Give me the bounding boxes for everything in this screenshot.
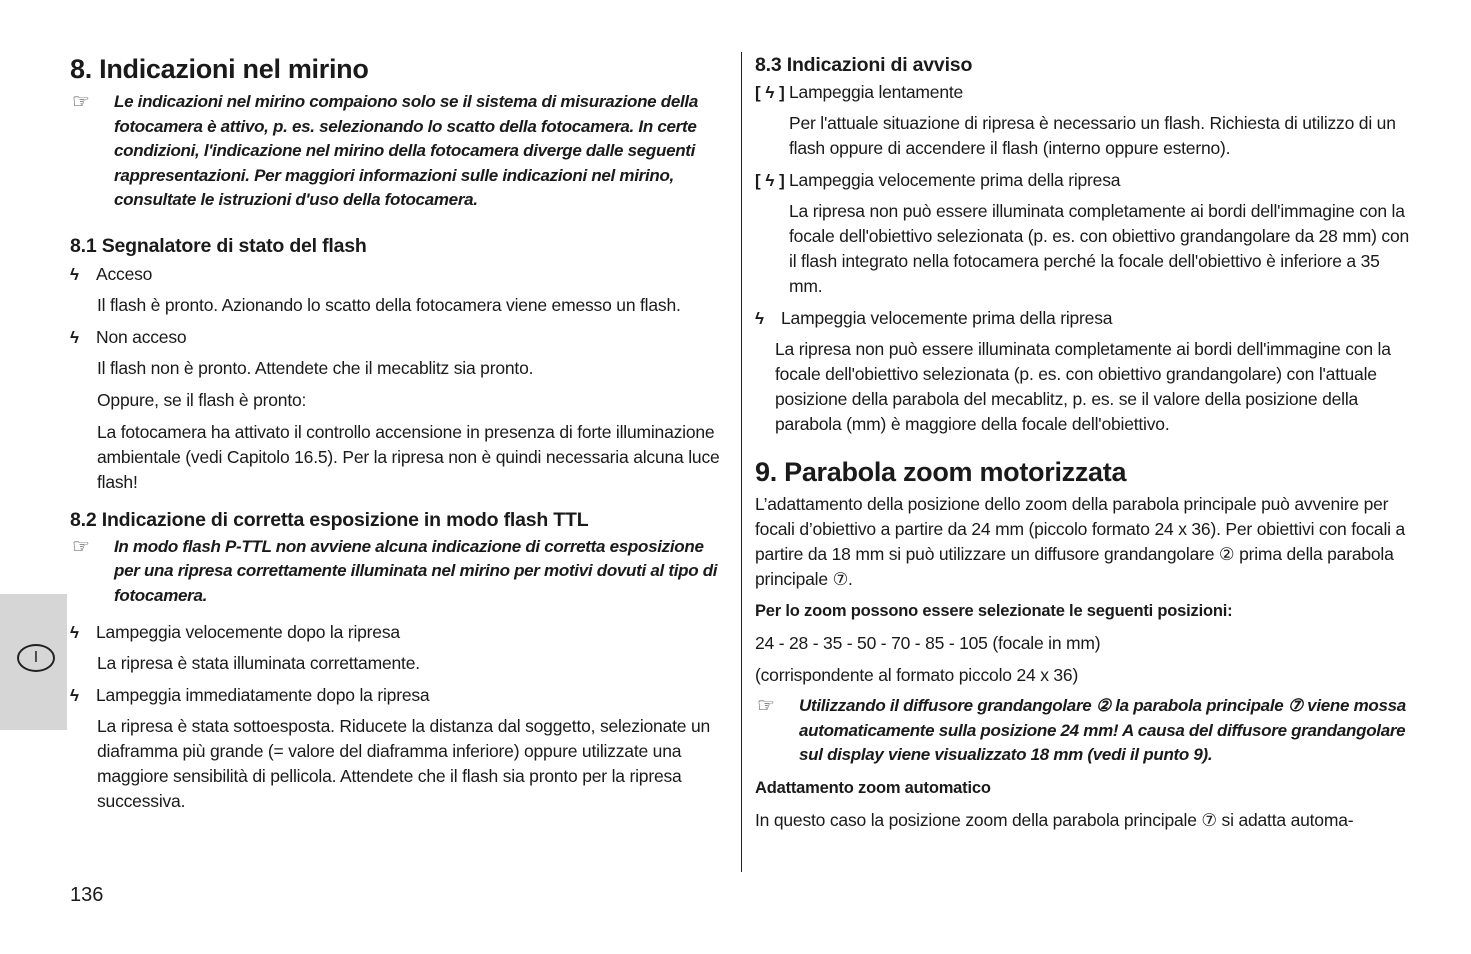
- status-lampeggia-immediatamente-label: Lampeggia immediatamente dopo la ripresa: [96, 685, 430, 705]
- status-non-acceso: [70, 325, 732, 350]
- flash-icon: ϟ: [70, 327, 79, 347]
- warning-2-text: La ripresa non può essere illuminata completamente ai bordi dell'immagine con la focale dell'obiettivo selezionata (p. es. con obiettivo grandangolare da 28 mm) con il flash integrato nella fotocamera perché la focale dell'obiettivo è inferiore a 35 mm.: [789, 201, 1410, 296]
- positions-heading: Per lo zoom possono essere selezionate le seguenti posizioni:: [755, 602, 1233, 620]
- warning-1-text: Per l'attuale situazione di ripresa è necessario un flash. Richiesta di utilizzo di un flash oppure di accendere il flash (interno oppure esterno).: [789, 113, 1396, 158]
- status-lampeggia-dopo: [70, 620, 732, 645]
- flash-icon: ϟ: [70, 264, 79, 284]
- warning-3-label: Lampeggia velocemente prima della ripresa: [781, 308, 1113, 328]
- flash-icon: ϟ: [70, 686, 79, 705]
- pointing-hand-icon: ☞: [72, 535, 90, 558]
- note-8: [70, 90, 732, 213]
- note-8-text: Le indicazioni nel mirino compaiono solo se il sistema di misurazione della fotocamera è attivo, p. es. selezionando lo scatto della fotocamera. In certe condizioni, l'indicazione nel mirino della fotocamera diverge dalle seguenti rappresentazioni. Per maggiori informazioni sulle indicazioni nel mirino, consultate le istruzioni d'uso della fotocamera.: [114, 92, 698, 209]
- flash-bracket-icon: [ ϟ ]: [755, 83, 785, 102]
- pointing-hand-icon: ☞: [757, 695, 775, 717]
- status-non-acceso-text-1: Il flash non è pronto. Attendete che il mecablitz sia pronto.: [97, 357, 534, 378]
- warning-1-label: Lampeggia lentamente: [789, 82, 964, 102]
- auto-zoom-text: In questo caso la posizione zoom della parabola principale ⑦ si adatta automa-: [755, 809, 1354, 830]
- note-9: [755, 694, 1415, 768]
- status-lampeggia-dopo-text: La ripresa è stata illuminata correttamente.: [97, 653, 420, 673]
- section-9-heading: 9. Parabola zoom motorizzata: [755, 457, 1127, 487]
- warning-3-text: La ripresa non può essere illuminata completamente ai bordi dell'immagine con la focale dell'obiettivo selezionata (p. es. con obiettivo grandangolare) con l'attuale posizione della parabola del mecablitz, p. es. se il valore della posizione della parabola (mm) è maggiore della focale dell'obiettivo.: [775, 339, 1391, 434]
- note-8-2: [70, 535, 732, 609]
- status-acceso-label: Acceso: [96, 263, 153, 284]
- section-8-1-heading: 8.1 Segnalatore di stato del flash: [70, 234, 367, 257]
- status-lampeggia-immediatamente-text: La ripresa è stata sottoesposta. Riducete la distanza dal soggetto, selezionate un diaframma più grande (= valore del diaframma inferiore) oppure utilizzate una maggiore sensibilità di pellicola. Attendete che il flash sia pronto per la ripresa successiva.: [97, 716, 711, 811]
- status-acceso-text: Il flash è pronto. Azionando lo scatto della fotocamera viene emesso un flash.: [97, 294, 681, 315]
- language-tab-label: I: [17, 644, 55, 672]
- warning-3: [755, 306, 1415, 331]
- auto-zoom-heading: Adattamento zoom automatico: [755, 778, 991, 797]
- section-8-heading: 8. Indicazioni nel mirino: [70, 54, 369, 84]
- section-9-text: L’adattamento della posizione dello zoom della parabola principale può avvenire per focali d’obiettivo a partire da 24 mm (piccolo formato 24 x 36). Per obiettivi con focali a partire da 18 mm si può utilizzare un diffusore grandangolare ② prima della parabola principale ⑦.: [755, 494, 1406, 589]
- left-column: [70, 52, 732, 814]
- status-non-acceso-text-3: La fotocamera ha attivato il controllo accensione in presenza di forte illuminazione ambientale (vedi Capitolo 16.5). Per la ripresa non è quindi necessaria alcuna luce flash!: [97, 421, 720, 492]
- section-8-3-heading: 8.3 Indicazioni di avviso: [755, 54, 973, 76]
- column-divider: [741, 52, 742, 872]
- warning-1: [755, 80, 1415, 105]
- page-number: 136: [70, 884, 104, 906]
- status-non-acceso-text-2: Oppure, se il flash è pronto:: [97, 389, 307, 410]
- status-non-acceso-label: Non acceso: [96, 326, 187, 347]
- status-lampeggia-dopo-label: Lampeggia velocemente dopo la ripresa: [96, 622, 400, 642]
- positions-note: (corrispondente al formato piccolo 24 x 36): [755, 665, 1079, 685]
- section-8-2-heading: 8.2 Indicazione di corretta esposizione in modo flash TTL: [70, 508, 589, 531]
- status-lampeggia-immediatamente: [70, 683, 732, 708]
- right-column: [755, 52, 1415, 833]
- pointing-hand-icon: ☞: [72, 91, 90, 113]
- positions-list: 24 - 28 - 35 - 50 - 70 - 85 - 105 (focale in mm): [755, 633, 1101, 653]
- note-8-2-text: In modo flash P-TTL non avviene alcuna indicazione di corretta esposizione per una ripresa correttamente illuminata nel mirino per motivi dovuti al tipo di fotocamera.: [114, 536, 718, 605]
- flash-bracket-icon: [ ϟ ]: [755, 171, 785, 190]
- flash-icon: ϟ: [755, 309, 764, 328]
- warning-2: [755, 168, 1415, 193]
- status-acceso: [70, 262, 732, 287]
- flash-icon: ϟ: [70, 623, 79, 642]
- warning-2-label: Lampeggia velocemente prima della ripresa: [789, 170, 1121, 190]
- note-9-text: Utilizzando il diffusore grandangolare ② la parabola principale ⑦ viene mossa automaticamente sulla posizione 24 mm! A causa del diffusore grandangolare sul display viene visualizzato 18 mm (vedi il punto 9).: [799, 696, 1406, 764]
